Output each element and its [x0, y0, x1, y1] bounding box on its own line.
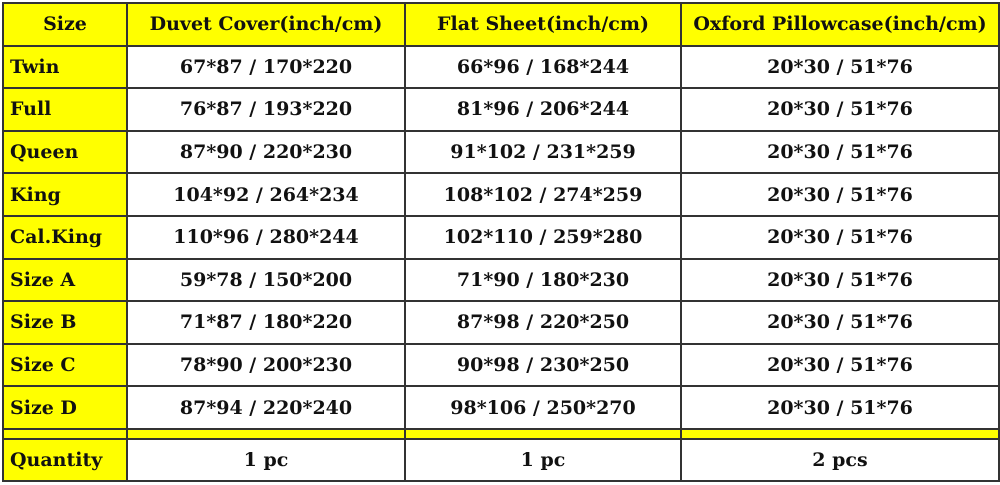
quantity-row [3, 439, 999, 481]
divider-cell [405, 429, 681, 439]
pillowcase-dimensions: 20*30 / 51*76 [681, 259, 999, 302]
pillowcase-dimensions: 20*30 / 51*76 [681, 386, 999, 429]
duvet-dimensions: 87*94 / 220*240 [127, 386, 405, 429]
pillowcase-dimensions: 20*30 / 51*76 [681, 131, 999, 174]
flat-sheet-dimensions: 98*106 / 250*270 [405, 386, 681, 429]
table-row [3, 216, 999, 259]
pillowcase-dimensions: 20*30 / 51*76 [681, 301, 999, 344]
pillowcase-dimensions: 20*30 / 51*76 [681, 173, 999, 216]
size-label: Twin [3, 46, 127, 89]
duvet-dimensions: 76*87 / 193*220 [127, 88, 405, 131]
quantity-label: Quantity [3, 439, 127, 481]
divider-cell [127, 429, 405, 439]
duvet-dimensions: 104*92 / 264*234 [127, 173, 405, 216]
pillowcase-quantity: 2 pcs [681, 439, 999, 481]
flat-sheet-dimensions: 90*98 / 230*250 [405, 344, 681, 387]
table-row [3, 259, 999, 302]
size-label: Size C [3, 344, 127, 387]
table-row [3, 46, 999, 89]
size-chart-table [2, 2, 1000, 482]
flat-sheet-quantity: 1 pc [405, 439, 681, 481]
flat-sheet-dimensions: 108*102 / 274*259 [405, 173, 681, 216]
duvet-dimensions: 67*87 / 170*220 [127, 46, 405, 89]
flat-sheet-dimensions: 81*96 / 206*244 [405, 88, 681, 131]
duvet-dimensions: 87*90 / 220*230 [127, 131, 405, 174]
flat-sheet-dimensions: 66*96 / 168*244 [405, 46, 681, 89]
flat-sheet-dimensions: 87*98 / 220*250 [405, 301, 681, 344]
flat-sheet-dimensions: 91*102 / 231*259 [405, 131, 681, 174]
size-label: Full [3, 88, 127, 131]
header-oxford-pillowcase: Oxford Pillowcase(inch/cm) [681, 3, 999, 46]
duvet-quantity: 1 pc [127, 439, 405, 481]
header-flat-sheet: Flat Sheet(inch/cm) [405, 3, 681, 46]
header-row [3, 3, 999, 46]
size-label: Size D [3, 386, 127, 429]
size-label: Queen [3, 131, 127, 174]
pillowcase-dimensions: 20*30 / 51*76 [681, 216, 999, 259]
pillowcase-dimensions: 20*30 / 51*76 [681, 88, 999, 131]
pillowcase-dimensions: 20*30 / 51*76 [681, 344, 999, 387]
table-row [3, 344, 999, 387]
header-duvet-cover: Duvet Cover(inch/cm) [127, 3, 405, 46]
table-row [3, 173, 999, 216]
size-label: Size A [3, 259, 127, 302]
duvet-dimensions: 71*87 / 180*220 [127, 301, 405, 344]
table-row [3, 386, 999, 429]
table-row [3, 131, 999, 174]
size-label: King [3, 173, 127, 216]
flat-sheet-dimensions: 102*110 / 259*280 [405, 216, 681, 259]
divider-cell [681, 429, 999, 439]
duvet-dimensions: 110*96 / 280*244 [127, 216, 405, 259]
duvet-dimensions: 78*90 / 200*230 [127, 344, 405, 387]
duvet-dimensions: 59*78 / 150*200 [127, 259, 405, 302]
table-row [3, 301, 999, 344]
pillowcase-dimensions: 20*30 / 51*76 [681, 46, 999, 89]
table-row [3, 88, 999, 131]
divider-cell [3, 429, 127, 439]
divider-row [3, 429, 999, 439]
flat-sheet-dimensions: 71*90 / 180*230 [405, 259, 681, 302]
size-label: Cal.King [3, 216, 127, 259]
header-size: Size [3, 3, 127, 46]
size-label: Size B [3, 301, 127, 344]
